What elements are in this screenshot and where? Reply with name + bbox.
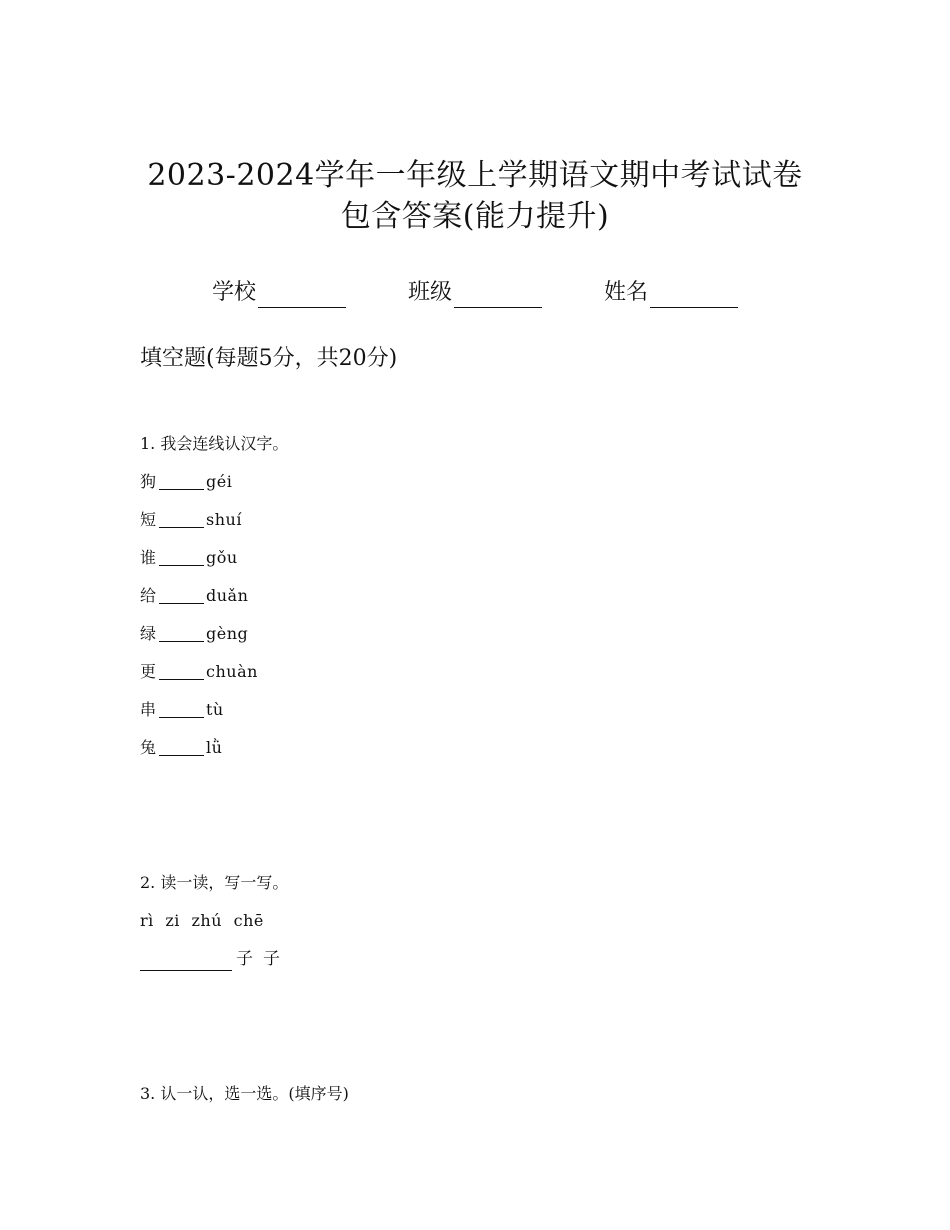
match-line <box>159 736 204 756</box>
class-field <box>408 278 542 308</box>
question-2-prompt: 2. 读一读，写一写。 <box>140 873 289 892</box>
class-label: 班级 <box>407 280 452 305</box>
pinyin-text: chuàn <box>206 662 258 681</box>
school-label: 学校 <box>211 280 256 305</box>
pinyin-text: géi <box>206 472 233 491</box>
match-row <box>140 622 258 660</box>
student-info-row <box>0 278 950 308</box>
pinyin-text: gǒu <box>206 548 238 567</box>
pinyin-text: tù <box>206 700 224 719</box>
hanzi-char: 给 <box>140 586 157 605</box>
match-line <box>159 622 204 642</box>
match-line <box>159 546 204 566</box>
question-1-prompt: 1. 我会连线认汉字。 <box>140 434 289 453</box>
school-blank[interactable] <box>258 283 346 308</box>
match-line <box>159 508 204 528</box>
question-2-answer-row <box>140 947 290 971</box>
answer-blank[interactable] <box>140 950 232 971</box>
match-line <box>159 660 204 680</box>
hanzi-char: 狗 <box>140 472 157 491</box>
given-char: 子 <box>236 949 253 969</box>
school-field <box>212 278 346 308</box>
match-row <box>140 584 258 622</box>
match-row <box>140 660 258 698</box>
match-row <box>140 698 258 736</box>
hanzi-char: 绿 <box>140 624 157 643</box>
question-3-prompt: 3. 认一认，选一选。(填序号) <box>140 1084 349 1103</box>
question-2-pinyin: rì zi zhú chē <box>140 911 264 930</box>
hanzi-char: 串 <box>140 700 157 719</box>
match-row <box>140 736 258 774</box>
exam-title: 2023-2024学年一年级上学期语文期中考试试卷 <box>147 158 803 193</box>
name-label: 姓名 <box>604 280 649 305</box>
hanzi-char: 短 <box>140 510 157 529</box>
matching-list <box>140 470 258 774</box>
given-char: 子 <box>263 949 280 969</box>
exam-subtitle: 包含答案(能力提升) <box>340 199 610 234</box>
match-row <box>140 470 258 508</box>
match-line <box>159 584 204 604</box>
match-line <box>159 698 204 718</box>
name-field <box>604 278 738 308</box>
class-blank[interactable] <box>454 283 542 308</box>
section-heading: 填空题(每题5分，共20分) <box>140 346 398 371</box>
pinyin-text: duǎn <box>206 586 249 605</box>
pinyin-text: lǜ <box>206 738 223 757</box>
pinyin-text: gèng <box>206 624 249 643</box>
hanzi-char: 谁 <box>140 548 157 567</box>
hanzi-char: 兔 <box>140 738 157 757</box>
hanzi-char: 更 <box>140 662 157 681</box>
pinyin-text: shuí <box>206 510 242 529</box>
name-blank[interactable] <box>650 283 738 308</box>
match-row <box>140 546 258 584</box>
match-line <box>159 470 204 490</box>
match-row <box>140 508 258 546</box>
